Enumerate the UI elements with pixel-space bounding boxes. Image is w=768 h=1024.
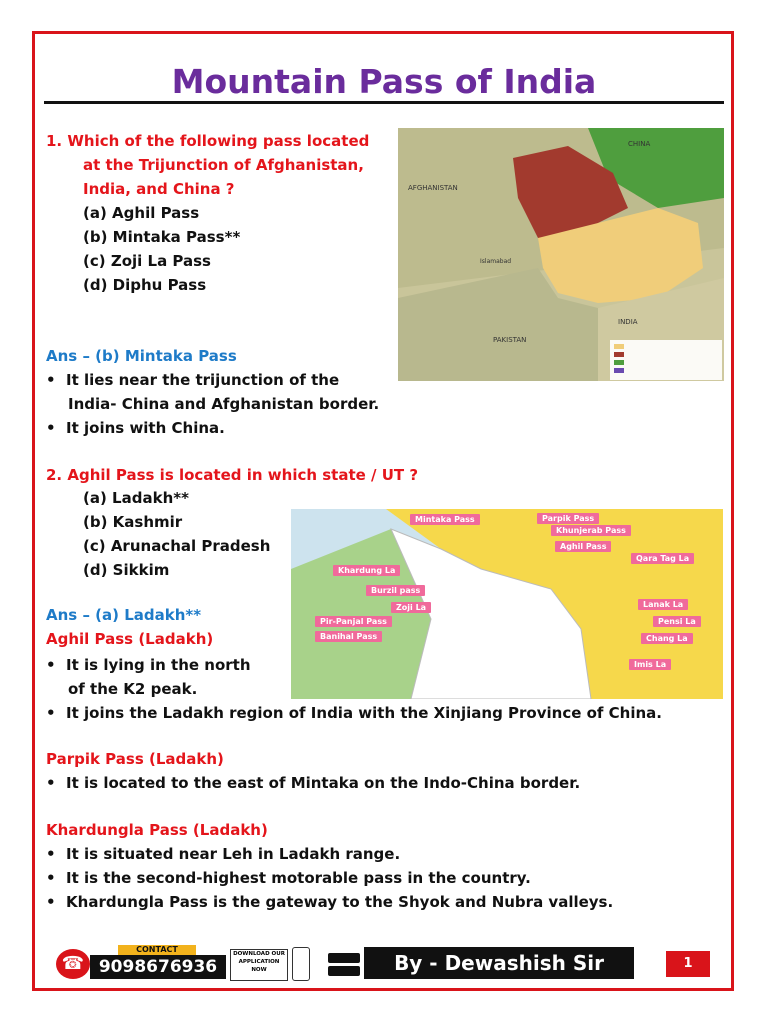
q2-option-b: (b) Kashmir [83,513,183,531]
page-number: 1 [666,951,710,977]
footer-bar [56,945,712,979]
parpik-heading: Parpik Pass (Ladakh) [46,750,224,768]
q2-bullet-1-cont: of the K2 peak. [68,680,198,698]
map1-label-pakistan: PAKISTAN [493,336,527,344]
q1-bullet-1-cont: India- China and Afghanistan border. [68,395,380,413]
q1-bullet-2: • It joins with China. [46,419,225,437]
q2-question: 2. Aghil Pass is located in which state / UT ? [46,466,419,484]
q2-option-c: (c) Arunachal Pradesh [83,537,271,555]
q1-option-b: (b) Mintaka Pass** [83,228,241,246]
parpik-bullet-1: • It is located to the east of Mintaka on the Indo-China border. [46,774,581,792]
map2-label-aghil: Aghil Pass [555,541,611,552]
phone-number[interactable]: 9098676936 [90,955,226,979]
author-banner: By - Dewashish Sir [364,947,634,979]
map2-label-pensi: Pensi La [653,616,701,627]
map2-label-zoji: Zoji La [391,602,431,613]
download-app-banner[interactable]: DOWNLOAD OUR APPLICATION NOW [230,949,288,981]
title-underline [44,101,724,104]
q1-option-c: (c) Zoji La Pass [83,252,211,270]
google-play-badge[interactable] [328,966,360,976]
q1-option-a: (a) Aghil Pass [83,204,200,222]
kashmir-map [398,128,724,381]
map2-label-khardung: Khardung La [333,565,400,576]
q1-line-3: India, and China ? [83,180,235,198]
map1-label-afghanistan: AFGHANISTAN [408,184,458,192]
phone-app-icon [292,947,310,981]
q1-line-1: 1. Which of the following pass located [46,132,370,150]
q2-answer: Ans – (a) Ladakh** [46,606,202,624]
q2-option-a: (a) Ladakh** [83,489,189,507]
passes-map [291,509,723,699]
map2-label-lanak: Lanak La [638,599,688,610]
map1-label-islamabad: Islamabad [480,258,512,265]
phone-icon: ☎ [56,949,90,979]
map2-label-parpik: Parpik Pass [537,513,599,524]
map2-label-chang: Chang La [641,633,693,644]
q1-bullet-1: • It lies near the trijunction of the [46,371,340,389]
khardungla-bullet-2: • It is the second-highest motorable pass in the country. [46,869,531,887]
app-store-badge[interactable] [328,953,360,963]
q2-bullet-2: • It joins the Ladakh region of India with the Xinjiang Province of China. [46,704,662,722]
map2-label-mintaka: Mintaka Pass [410,514,480,525]
q1-answer: Ans – (b) Mintaka Pass [46,347,237,365]
map2-label-pir-panjal: Pir-Panjal Pass [315,616,392,627]
map1-label-china: CHINA [628,140,651,148]
q2-bullet-1: • It is lying in the north [46,656,251,674]
q1-line-2: at the Trijunction of Afghanistan, [83,156,364,174]
khardungla-bullet-1: • It is situated near Leh in Ladakh range. [46,845,401,863]
page-title: Mountain Pass of India [171,62,597,101]
khardungla-heading: Khardungla Pass (Ladakh) [46,821,268,839]
map2-label-burzil: Burzil pass [366,585,425,596]
map2-label-qara-tag: Qara Tag La [631,553,694,564]
khardungla-bullet-3: • Khardungla Pass is the gateway to the Shyok and Nubra valleys. [46,893,614,911]
q2-subhead: Aghil Pass (Ladakh) [46,630,214,648]
map2-label-khunjerab: Khunjerab Pass [551,525,631,536]
contact-label: CONTACT [118,945,196,955]
map2-label-banihal: Banihal Pass [315,631,382,642]
map1-label-india: INDIA [618,318,638,326]
q2-option-d: (d) Sikkim [83,561,170,579]
map2-label-imis: Imis La [629,659,671,670]
q1-option-d: (d) Diphu Pass [83,276,207,294]
